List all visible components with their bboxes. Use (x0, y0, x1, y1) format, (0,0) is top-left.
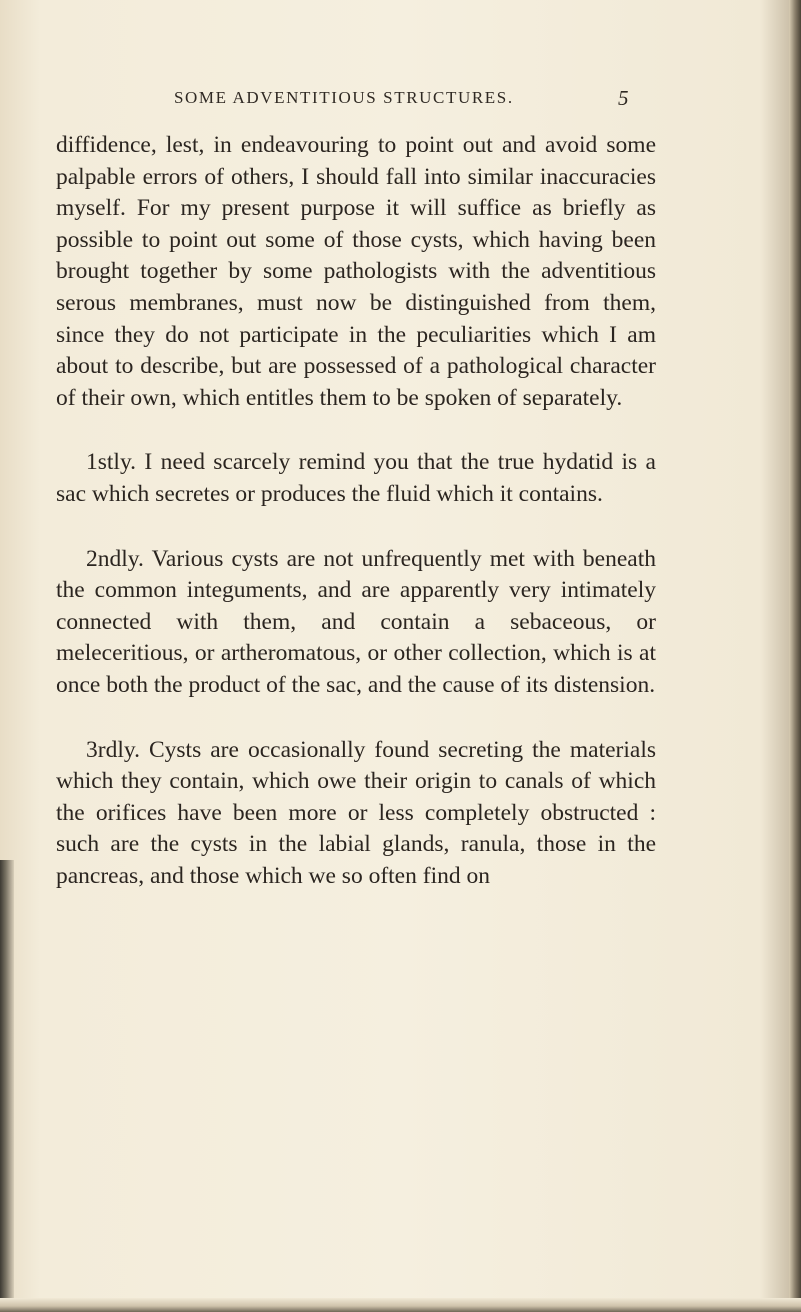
paragraph-firstly: 1stly. I need scarcely remind you that the true hydatid is a sac which secretes or produces the fluid which it contains. (56, 449, 656, 507)
page-number: 5 (618, 86, 629, 110)
page-bottom-edge (0, 1298, 801, 1312)
paragraph-continuation: diffidence, lest, in endeavouring to point out and avoid some palpable errors of others, I should fall into similar inaccuracies myself. For my present purpose it will suffice as briefly as possible to point out some of those cysts, which having been brought together by some pathologists with the adventitious serous membranes, must now be distinguished from them, since they do not participate in the peculiarities which I am about to describe, but are possessed of a pathological character of their own, which entitles them to be spoken of separately. (56, 132, 656, 411)
body-text (56, 130, 656, 925)
binding-shadow-right (789, 0, 801, 1312)
paragraph-secondly: 2ndly. Various cysts are not unfrequently met with beneath the common integuments, and are apparently very intimately connected with them, and contain a sebaceous, or meleceritious, or artheromatous, or other collection, which is at once both the product of the sac, and the cause of its distension. (56, 545, 656, 698)
binding-shadow-left (0, 860, 14, 1312)
paragraph-thirdly: 3rdly. Cysts are occasionally found secreting the materials which they contain, which owe their origin to canals of which the orifices have been more or less completely obstructed : such are the cysts in the labial glands, ranula, those in the pancreas, and those which we so often find on (56, 736, 656, 889)
running-title: SOME ADVENTITIOUS STRUCTURES. (174, 88, 514, 107)
page-header (0, 88, 801, 116)
